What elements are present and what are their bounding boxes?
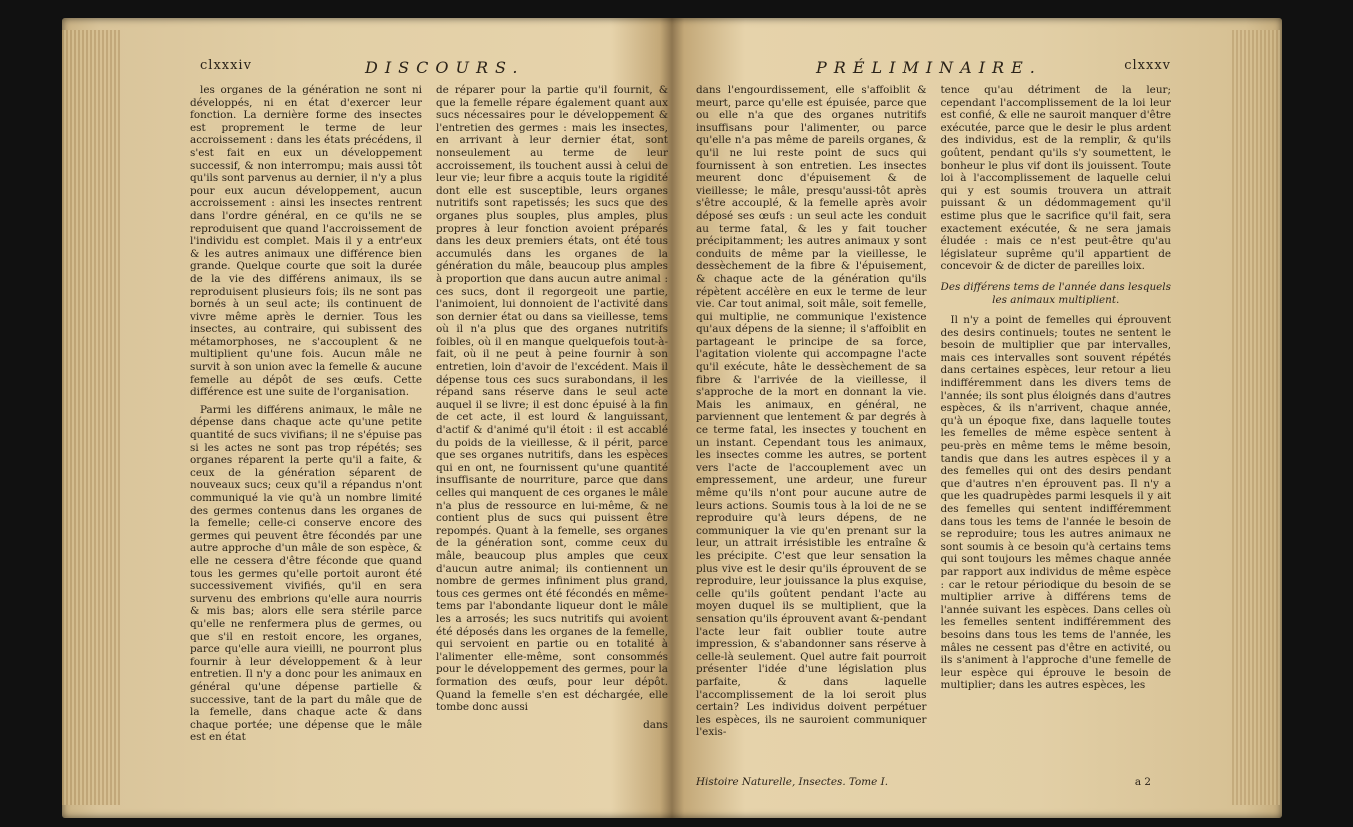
footer-title: Histoire Naturelle, Insectes. Tome I. — [696, 776, 889, 788]
paragraph: Il n'y a point de femelles qui éprouvent des desirs continuels; toutes ne sentent le besoin de multiplier que par intervalles, mais ces intervalles sont souvent répétés dans certaines espèces, leur retour a lieu indifféremment dans les divers tems de l'année; ils sont plus éloignés dans d'autres espèces, & ils n'arrivent, chaque année, qu'à un époque fixe, dans laquelle toutes les femelles de même espèce sentent à peu-près en même tems le même besoin, tandis que dans les autres espèces il y a des femelles qui ont des desirs pendant que d'autres n'en éprouvent pas. Il n'y a que les quadrupèdes parmi lesquels il y ait des femelles qui sentent indifféremment dans tous les tems de l'année le besoin de se reproduire; tous les autres animaux ne sont soumis à ce besoin qu'à certains tems qui sont toujours les mêmes chaque année par rapport aux individus de même espèce : car le retour périodique du besoin de se multiplier arrive à différens tems de l'année suivant les espèces. Dans celles où les femelles sentent indifféremment des besoins dans tous les tems de l'année, les mâles ne cessent pas d'être en activité, ou ils s'animent à l'approche d'une femelle de leur espèce qui éprouve le besoin de multiplier; dans les autres espèces, les — [940, 314, 1171, 692]
paragraph: Parmi les différens animaux, le mâle ne dépense dans chaque acte qu'une petite quantité de sucs vivifians; il ne s'épuise pas si les actes ne sont pas trop répétés; ses organes réparent la perte qu'il a faite, & ceux de la génération séparent de nouveaux sucs; ceux qu'il a répandus n'ont communiqué la vie qu'à un nombre limité des germes contenus dans les organes de la femelle; celle-ci conserve encore des germes qui peuvent être fécondés par une autre approche d'un mâle de son espèce, & elle ne cessera d'être féconde que quand tous les germes qu'elle portoit auront été successivement vivifiés, qu'il en sera survenu des embrions qu'elle aura nourris & mis bas; alors elle sera stérile parce qu'elle ne renfermera plus de germes, ou que s'il en restoit encore, les organes, parce qu'elle aura vieilli, ne pourront plus fournir à leur développement & à leur entretien. Il n'y a donc pour les animaux en général qu'une dépense partielle & successive, tant de la part du mâle que de la femelle, dans chaque acte & dans chaque portée; une dépense que le mâle est en état — [190, 403, 422, 744]
running-title: DISCOURS. — [365, 58, 525, 77]
page-number: clxxxv — [1124, 58, 1171, 73]
left-header — [190, 58, 668, 78]
paragraph: les organes de la génération ne sont ni développés, ni en état d'exercer leur fonction. La dernière forme des insectes est proprement le terme de leur accroissement : dans les états précédens, il s'est fait en eux un développement successif, & non interrompu; mais aussi tôt qu'ils sont parvenus au dernier, il n'y a plus pour eux aucun développement, aucun accroissement : ainsi les insectes rentrent dans l'ordre général, en ce qu'ils ne se reproduisent que quand l'accroissement de l'individu est complet. Mais il y a entr'eux & les autres animaux une différence bien grande. Quelque courte que soit la durée de la vie des différens animaux, ils se reproduisent plusieurs fois; ils ne sont pas bornés à un seul acte; ils continuent de vivre même après le dernier. Tous les insectes, au contraire, qui subissent des métamorphoses, ne s'accouplent & ne multiplient qu'une fois. Aucun mâle ne survit à son union avec la femelle & aucune femelle au dépôt de ses œufs. Cette différence est une suite de l'organisation. — [190, 84, 422, 399]
right-page — [696, 58, 1171, 788]
text-column-2 — [941, 84, 1172, 774]
paragraph: tence qu'au détriment de la leur; cependant l'accomplissement de la loi leur est confié, & elle ne sauroit manquer d'être exécutée, parce que le desir le plus ardent des individus, est de la remplir, & qu'ils goûtent, pendant qu'ils s'y soumettent, le bonheur le plus vif dont ils jouissent. Toute loi à l'accomplissement de laquelle celui qui y est soumis trouvera un attrait puissant & un dédommagement qu'il estime plus que le sacrifice qu'il fait, sera exactement exécutée, & ne sera jamais éludée : mais ce n'est peut-être qu'au législateur suprême qu'il appartient de concevoir & de dicter de pareilles loix. — [940, 84, 1171, 273]
text-column-1 — [696, 84, 927, 774]
page-edges-left — [62, 30, 120, 805]
page-edges-right — [1232, 30, 1280, 805]
page-footer — [696, 776, 1171, 788]
text-column-2 — [436, 84, 668, 749]
running-title: PRÉLIMINAIRE. — [816, 58, 1042, 77]
left-page — [190, 58, 668, 749]
right-header — [696, 58, 1171, 78]
paragraph: dans l'engourdissement, elle s'affoiblit & meurt, parce qu'elle est épuisée, parce que ou elle n'a que des organes nutritifs insuffisans pour l'alimenter, ou parce qu'elle n'a pas même de pareils organes, & qu'il ne lui reste point de sucs qui fournissent à son entretien. Les insectes meurent donc d'épuisement & de vieillesse; le mâle, presqu'aussi-tôt après s'être accouplé, & la femelle après avoir déposé ses œufs : un seul acte les conduit au terme fatal, & les y fait toucher précipitamment; les autres animaux y sont conduits de même par la vieillesse, le dessèchement de la fibre & l'épuisement, & chaque acte de la génération qu'ils répètent accélère en eux le terme de leur vie. Car tout animal, soit mâle, soit femelle, qui multiplie, ne communique l'existence qu'aux dépens de la sienne; il s'affoiblit en partageant le principe de sa force, l'agitation violente qui accompagne l'acte qu'il exécute, hâte le dessèchement de sa fibre & l'arrivée de la vieillesse, il s'approche de la mort en donnant la vie. Mais les animaux, en général, ne parviennent que lentement & par degrés à ce terme fatal, les insectes y touchent en un instant. Cependant tous les animaux, les insectes comme les autres, se portent vers l'acte de l'accouplement avec un empressement, une ardeur, une fureur même qu'ils n'ont pour aucune autre de leurs actions. Soumis tous à la loi de ne se reproduire qu'à leurs dépens, de ne communiquer la vie qu'en prenant sur la leur, un attrait irrésistible les entraîne & les précipite. C'est que leur sensation la plus vive est le desir qu'ils éprouvent de se reproduire, leur jouissance la plus exquise, celle qu'ils goûtent pendant l'acte au moyen duquel ils se multiplient, que la sensation qu'ils éprouvent avant &-pendant l'acte leur fait oublier toute autre impression, & s'abandonner sans réserve à celle-là seulement. Quel autre fait pourroit présenter l'idée d'une législation plus parfaite, & dans laquelle l'accomplissement de la loi seroit plus certain? Les individus doivent perpétuer les espèces, ils ne sauroient communiquer l'exis- — [696, 84, 927, 739]
text-column-1 — [190, 84, 422, 749]
signature-mark: a 2 — [1134, 776, 1151, 788]
section-heading: Des différens tems de l'année dans lesquels les animaux multiplient. — [940, 280, 1171, 306]
page-number: clxxxiv — [200, 58, 252, 73]
catchword: dans — [643, 718, 668, 731]
paragraph: de réparer pour la partie qu'il fournit, & que la femelle répare également quant aux sucs nécessaires pour le développement & l'entretien des germes : mais les insectes, en arrivant à leur dernier état, sont nonseulement au terme de leur accroissement, ils touchent aussi à celui de leur vie; leur fibre a acquis toute la rigidité dont elle est susceptible, leurs organes nutritifs sont rapetissés; les sucs que des organes plus souples, plus amples, plus propres à leur fonction avoient préparés dans les deux premiers états, ont été tous accumulés dans les organes de la génération du mâle, beaucoup plus amples à proportion que dans aucun autre animal : ces sucs, dont il regorgeoit une partie, l'animoient, lui donnoient de l'activité dans son dernier état ou dans sa vieillesse, tems où il n'a plus que des organes nutritifs foibles, où il en manque quelquefois tout-à-fait, où il ne peut à peine fournir à son entretien, loin d'avoir de l'excédent. Mais il dépense tous ces sucs surabondans, il les répand sans réserve dans le seul acte auquel il se livre; il est donc épuisé à la fin de cet acte, il est lourd & languissant, d'actif & d'animé qu'il étoit : il est accablé du poids de la vieillesse, & il périt, parce que ses organes nutritifs, dans les espèces qui en ont, ne fournissent qu'une quantité insuffisante de nourriture, parce que dans celles qui manquent de ces organes le mâle n'a plus de ressource en lui-même, & ne contient plus de sucs qui puissent être repompés. Quant à la femelle, ses organes de la génération sont, comme ceux du mâle, beaucoup plus amples que ceux d'aucun autre animal; ils contiennent un nombre de germes infiniment plus grand, tous ces germes ont été fécondés en même-tems par l'abondante liqueur dont le mâle les a arrosés; les sucs nutritifs qui avoient été déposés dans les organes de la femelle, qui servoient en partie ou en totalité à l'alimenter elle-même, sont consommés pour le développement des germes, pour la formation des œufs, pour leur dépôt. Quand la femelle s'en est déchargée, elle tombe donc aussi — [436, 84, 668, 714]
